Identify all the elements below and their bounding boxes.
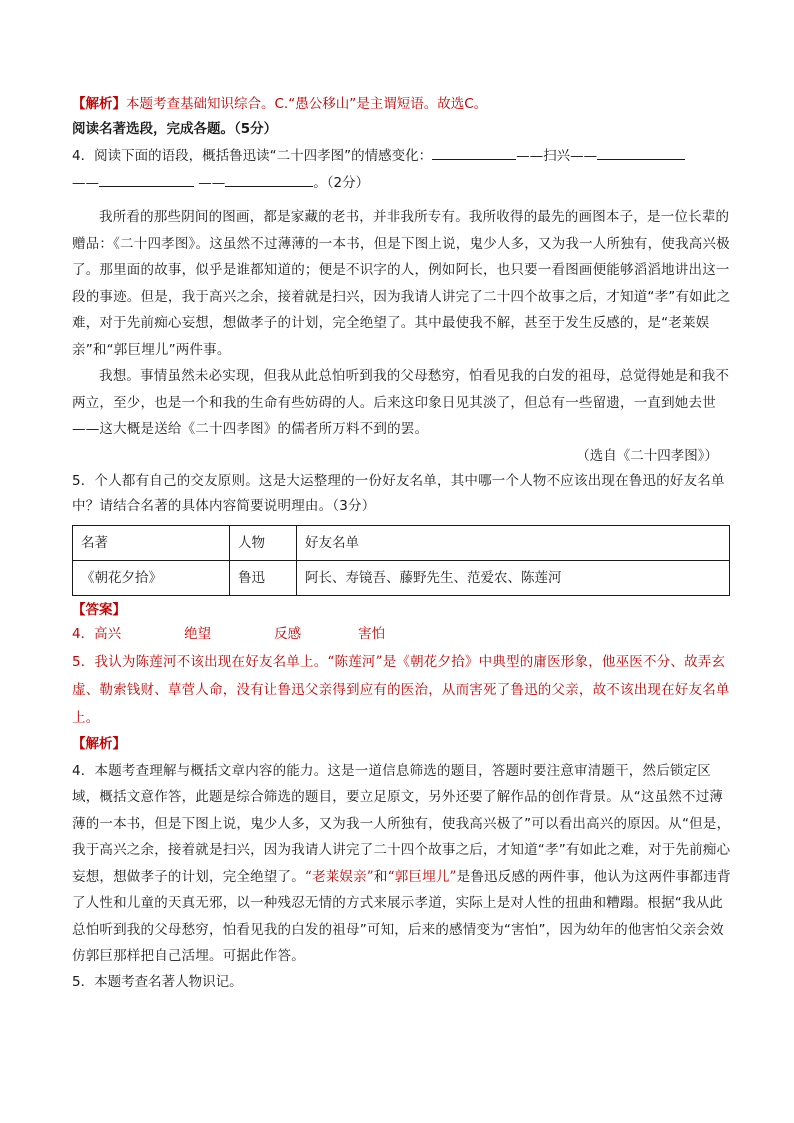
answer-4 [72, 622, 732, 648]
answer-blank-4[interactable] [225, 172, 313, 187]
answer-blank-2[interactable] [597, 145, 685, 160]
analysis-2-quote-2: “郭巨埋儿” [387, 868, 457, 885]
q4-end: 。（2分） [313, 175, 370, 191]
analysis-2-q4-part-2: 是鲁迅反感的两件事，他认为这两件事都违背了人性和儿童的天真无邪，以一种残忍无情的方式来展示孝道，实际上是对人性的扭曲和糟蹋。根据“我从此总怕听到我的父母愁穷，怕看见我的白发的祖母”可知，后来的感情变为“害怕”，因为幼年的他害怕父亲会效仿郭巨那样把自己活埋。可据此作答。 [72, 868, 731, 964]
section-title: 阅读名著选段，完成各题。（5分） [72, 121, 278, 137]
passage-paragraph-1: 我所看的那些阴间的图画，都是家藏的老书，并非我所专有。我所收得的最先的画图本子，是一位长辈的赠品：《二十四孝图》。这虽然不过薄薄的一本书，但是下图上说，鬼少人多，又为我一人所独有，使我高兴极了。那里面的故事，似乎是谁都知道的；便是不识字的人，例如阿长，也只要一看图画便能够滔滔地讲出这一段的事迹。但是，我于高兴之余，接着就是扫兴，因为我请人讲完了二十四个故事之后，才知道“孝”有如此之难，对于先前痴心妄想，想做孝子的计划，完全绝望了。其中最使我不解，甚至于发生反感的，是“老莱娱亲”和“郭巨埋儿”两件事。 [72, 209, 731, 358]
table-row [73, 560, 730, 595]
answer-4-item: 高兴 [94, 625, 122, 642]
table-header-cell: 人物 [230, 525, 297, 560]
friend-table [72, 525, 730, 596]
answer-4-item: 绝望 [184, 625, 212, 642]
document-page [72, 92, 732, 996]
answer-4-item: 反感 [274, 625, 302, 642]
question-4 [72, 144, 732, 171]
analysis-2-q4-part-1: 4．本题考查理解与概括文章内容的能力。这是一道信息筛选的题目，答题时要注意审清题干，然后锁定区域，概括文意作答，此题是综合筛选的题目，要立足原文，另外还要了解作品的创作背景。从“这虽然不过薄薄的一本书，但是下图上说，鬼少人多，又为我一人所独有，使我高兴极了”可以看出高兴的原因。从“但是，我于高兴之余，接着就是扫兴，因为我请人讲完了二十四个故事之后，才知道“孝”有如此之难，对于先前痴心妄想，想做孝子的计划，完全绝望了。 [72, 762, 731, 885]
analysis-text: 本题考查基础知识综合。C.“愚公移山”是主谓短语。故选C。 [126, 96, 488, 112]
analysis-tag: 【解析】 [72, 96, 126, 112]
answer-5-part-1: 5．我认为陈莲河不该出现在好友名单上。 [72, 653, 328, 670]
answer-tag: 【答案】 [72, 601, 126, 618]
q4-dash-2: —— [198, 175, 226, 191]
analysis-2-quote-1: “老莱娱亲” [304, 868, 374, 885]
table-header-row [73, 525, 730, 560]
table-header-cell: 好友名单 [297, 525, 730, 560]
table-cell: 《朝花夕拾》 [73, 560, 230, 595]
analysis-2-q5: 5．本题考查名著人物识记。 [72, 973, 243, 990]
answer-5-quote: “陈莲河” [327, 653, 383, 670]
answer-5 [72, 648, 732, 732]
analysis-1 [72, 92, 732, 117]
q4-line2-start: —— [72, 175, 99, 191]
table-header-cell: 名著 [73, 525, 230, 560]
passage-paragraph-2: 我想。事情虽然未必实现，但我从此总怕听到我的父母愁穷，怕看见我的白发的祖母，总觉得她是和我不两立，至少，也是一个和我的生命有些妨碍的人。后来这印象日见其淡了，但总有一些留遗，一直到她去世——这大概是送给《二十四孝图》的儒者所万料不到的罢。 [72, 368, 730, 437]
q4-dash-1: ——扫兴—— [516, 148, 598, 164]
analysis-2-and: 和 [373, 868, 388, 885]
answer-4-item: 害怕 [358, 625, 386, 642]
analysis-2-q4 [72, 758, 732, 970]
answer-4-num: 4． [72, 625, 95, 642]
question-4-line-2 [72, 171, 732, 198]
passage-source: （选自《二十四孝图》） [576, 447, 718, 464]
answer-5-part-2: 是《朝花夕拾》中典型的庸医形象，他巫医不分、故弄玄虚、勒索钱财、草菅人命，没有让鲁迅父亲得到应有的医治，从而害死了鲁迅的父亲，故不该出现在好友名单上。 [72, 653, 730, 726]
analysis-2-tag: 【解析】 [72, 735, 126, 752]
answer-blank-3[interactable] [99, 172, 194, 187]
table-cell: 阿长、寿镜吾、藤野先生、范爱农、陈莲河 [297, 560, 730, 595]
answer-blank-1[interactable] [432, 145, 516, 160]
table-cell: 鲁迅 [230, 560, 297, 595]
question-5: 5．个人都有自己的交友原则。这是大运整理的一份好友名单，其中哪一个人物不应该出现在鲁迅的好友名单中？请结合名著的具体内容简要说明理由。（3分） [72, 472, 725, 514]
q4-prefix: 4．阅读下面的语段，概括鲁迅读“二十四孝图”的情感变化： [72, 148, 433, 164]
